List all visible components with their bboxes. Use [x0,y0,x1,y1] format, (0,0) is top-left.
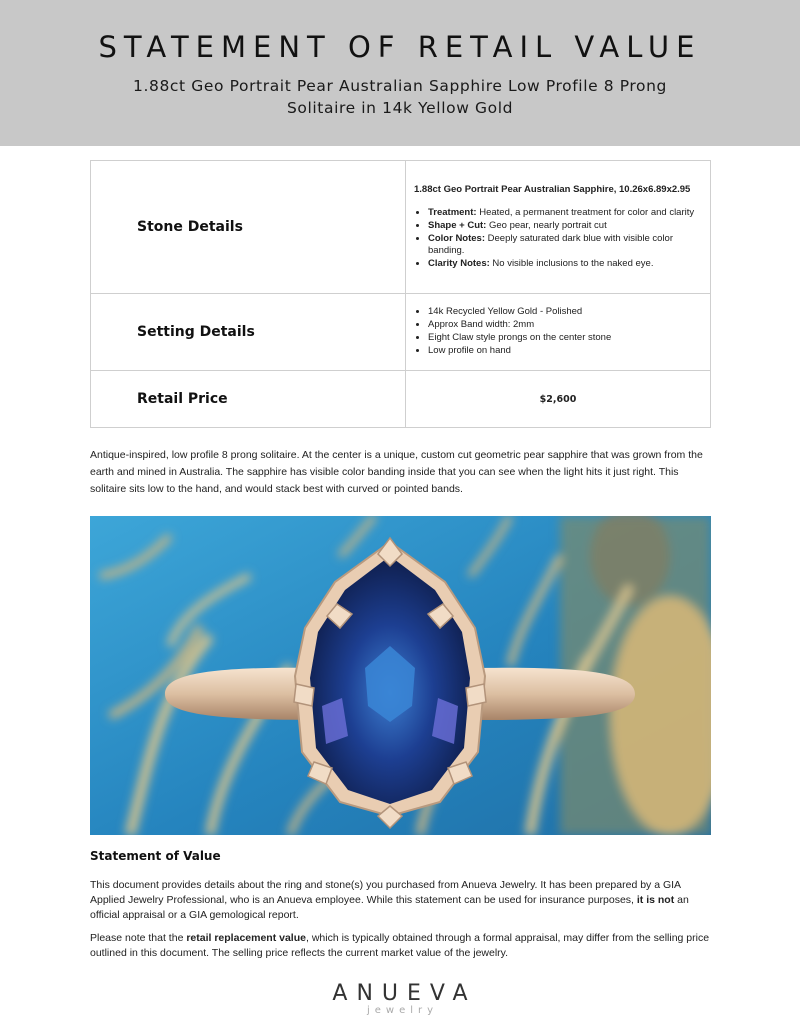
page-subtitle: 1.88ct Geo Portrait Pear Australian Sapphire Low Profile 8 Prong Solitaire in 14k Yellow Gold [133,77,667,117]
statement-text: This document provides details about the ring and stone(s) you purchased from Anueva Jewelry. It has been prepared by a GIA Applied Jewelry Professional, who is an Anueva employee. While this statement can be used for insurance purposes, [90,879,681,906]
statement-emphasis: retail replacement value [186,932,306,944]
product-description: Antique-inspired, low profile 8 prong solitaire. At the center is a unique, custom cut geometric pear sapphire that was grown from the earth and mined in Australia. The sapphire has visible color banding inside that you can see when the light hits it just right. This solitaire sits low to the hand, and would stack best with curved or pointed bands. [90,449,703,495]
ring-photo-illustration [90,516,711,835]
statement-emphasis: it is not [636,894,675,906]
list-item [428,207,702,219]
list-item: • Eight Claw style prongs on the center stone [428,332,702,344]
color-notes-value: Deeply saturated dark blue with visible color banding. [428,232,673,256]
shape-cut-value: Geo pear, nearly portrait cut [488,219,607,231]
logo-wordmark: ANUEVA [332,981,477,1006]
list-item: • 14k Recycled Yellow Gold - Polished [428,306,702,318]
statement-of-value-title: Statement of Value [90,849,221,863]
logo-subtitle: jewelry [366,1005,439,1016]
product-photo [90,516,711,835]
setting-details-row [91,294,711,371]
retail-price-label: Retail Price [91,371,406,428]
stone-title: 1.88ct Geo Portrait Pear Australian Sapphire, 10.26x6.89x2.95 [414,183,691,195]
shape-cut-key: Shape + Cut: [428,219,487,231]
statement-text: Please note that the [90,932,187,944]
clarity-notes-value: No visible inclusions to the naked eye. [492,257,654,269]
color-notes-key: Color Notes: [428,232,485,244]
list-item [428,220,702,232]
stone-details-list [414,207,702,270]
stone-details-row [91,161,711,294]
statement-paragraph-2 [90,931,712,961]
list-item: • Approx Band width: 2mm [428,319,702,331]
statement-text: an official appraisal or a GIA gemological report. [90,894,689,921]
stone-details-label: Stone Details [91,161,406,294]
details-table [90,160,711,428]
list-item [428,233,702,257]
retail-price-value: $2,600 [406,371,711,428]
retail-price-row [91,371,711,428]
setting-details-value [406,294,711,371]
list-item: • Low profile on hand [428,345,702,357]
setting-details-list [414,306,702,357]
anueva-logo [300,982,500,1016]
list-item [428,258,702,270]
clarity-notes-key: Clarity Notes: [428,257,490,269]
stone-details-value [406,161,711,294]
header-banner [0,0,800,146]
treatment-value: Heated, a permanent treatment for color and clarity [479,206,695,218]
page-title: STATEMENT OF RETAIL VALUE [98,30,702,64]
statement-paragraph-1 [90,878,712,923]
treatment-key: Treatment: [428,206,477,218]
statement-text: , which is typically obtained through a formal appraisal, may differ from the selling price outlined in this document. The selling price reflects the current market value of the jewelry. [90,932,710,959]
setting-details-label: Setting Details [91,294,406,371]
